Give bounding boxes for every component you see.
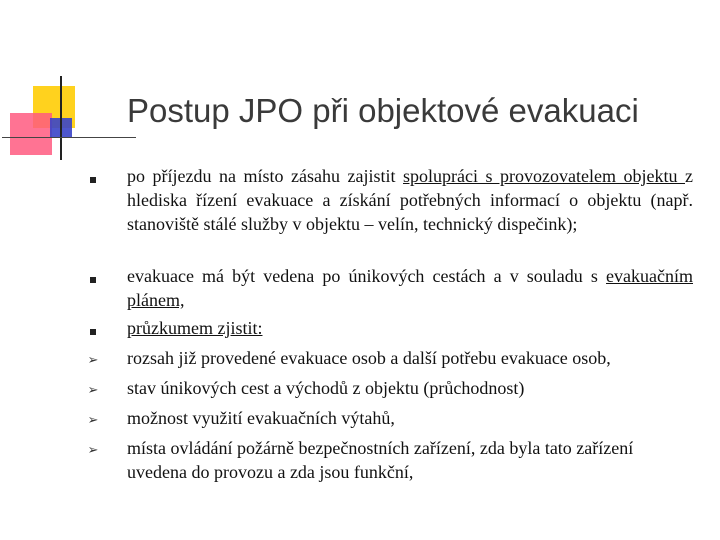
text-segment: evakuace má být vedena po únikových cestách a v souladu s bbox=[127, 266, 607, 286]
square-bullet-icon bbox=[86, 321, 100, 341]
slide-title: Postup JPO při objektové evakuaci bbox=[127, 92, 639, 129]
arrow-bullet-icon: ➢ bbox=[87, 382, 99, 397]
list-item-text bbox=[127, 164, 693, 236]
text-segment: po příjezdu na místo zásahu zajistit bbox=[127, 166, 404, 186]
arrow-bullet-icon: ➢ bbox=[87, 442, 99, 457]
text-segment: místa ovládání požárně bezpečnostních zařízení, zda byla tato zařízení uvedena do provozu a zda jsou funkční, bbox=[127, 438, 634, 482]
text-segment: rozsah již provedené evakuace osob a další potřebu evakuace osob, bbox=[127, 348, 611, 368]
list-item-text bbox=[127, 316, 693, 340]
list-item-text bbox=[127, 264, 693, 312]
decorative-logo bbox=[0, 0, 140, 170]
square-bullet-icon bbox=[86, 269, 100, 289]
list-item-text bbox=[127, 436, 693, 484]
logo-red-square bbox=[10, 113, 52, 155]
underlined-text: průzkumem zjistit: bbox=[127, 318, 263, 338]
underlined-text: spolupráci s provozovatelem objektu bbox=[403, 166, 685, 186]
logo-horizontal-line bbox=[2, 137, 136, 138]
underlined-text: evakuačním plánem, bbox=[127, 266, 693, 310]
arrow-bullet-icon: ➢ bbox=[87, 352, 99, 367]
text-segment: možnost využití evakuačních výtahů, bbox=[127, 408, 395, 428]
square-bullet-icon bbox=[86, 169, 100, 189]
logo-vertical-line bbox=[60, 76, 62, 160]
text-segment: stav únikových cest a východů z objektu (průchodnost) bbox=[127, 378, 525, 398]
arrow-bullet-icon: ➢ bbox=[87, 412, 99, 427]
text-segment: z hlediska řízení evakuace a získání potřebných informací o objektu (např. stanoviště stálé služby v objektu – velín, technický dispečink); bbox=[127, 166, 693, 234]
list-item-text bbox=[127, 376, 693, 400]
list-item-text bbox=[127, 346, 693, 370]
list-item-text bbox=[127, 406, 693, 430]
